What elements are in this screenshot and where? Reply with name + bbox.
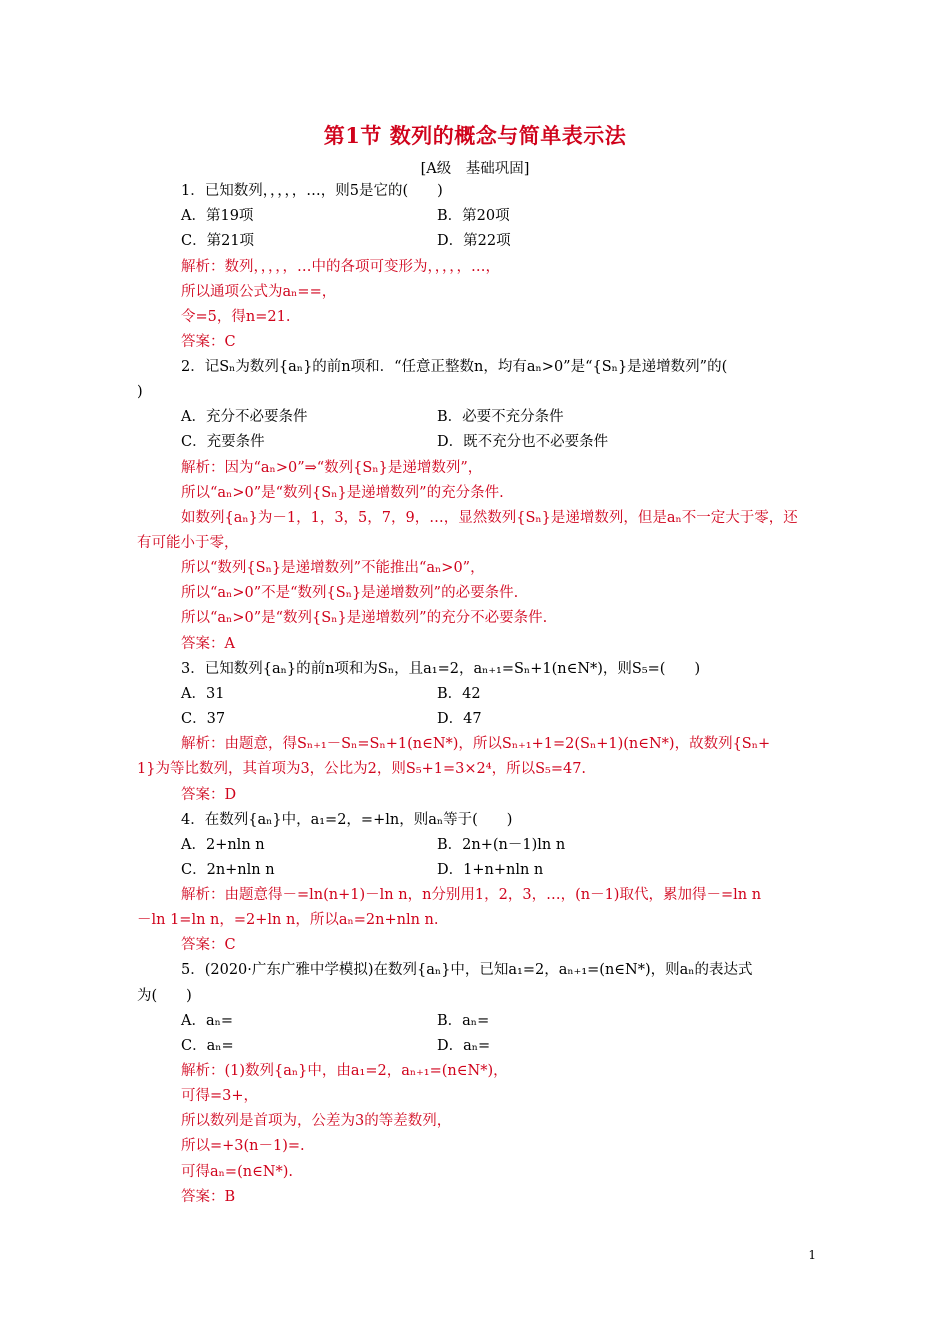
solution-line: 所以=+3(n－1)=. bbox=[181, 1138, 305, 1154]
question-line: A．2+nln n bbox=[181, 837, 265, 853]
solution-line: 所以“aₙ>0”不是“数列{Sₙ}是递增数列”的必要条件. bbox=[181, 585, 519, 601]
solution-line: 可得=3+， bbox=[181, 1088, 259, 1104]
solution-line: 有可能小于零， bbox=[137, 535, 239, 551]
solution-line: 所以数列是首项为，公差为3的等差数列， bbox=[181, 1113, 452, 1129]
solution-line: 解析：(1)数列{aₙ}中，由a₁=2，aₙ₊₁=(n∈N*)， bbox=[181, 1063, 508, 1079]
question-line: B．42 bbox=[437, 686, 481, 702]
solution-line: 答案：C bbox=[181, 334, 236, 350]
question-line: B．必要不充分条件 bbox=[437, 409, 564, 425]
section-subtitle: [A级 基础巩固] bbox=[420, 161, 530, 177]
solution-line: 所以“aₙ>0”是“数列{Sₙ}是递增数列”的充分不必要条件. bbox=[181, 610, 548, 626]
question-line: D．既不充分也不必要条件 bbox=[437, 434, 609, 450]
solution-line: 答案：B bbox=[181, 1189, 236, 1205]
question-line: ) bbox=[137, 384, 143, 400]
solution-line: 可得aₙ=(n∈N*). bbox=[181, 1164, 293, 1180]
question-line: A．充分不必要条件 bbox=[181, 409, 308, 425]
solution-line: 所以通项公式为aₙ==， bbox=[181, 284, 337, 300]
question-line: 5．(2020·广东广雅中学模拟)在数列{aₙ}中，已知a₁=2，aₙ₊₁=(n∈N*)，则aₙ的表达式 bbox=[181, 962, 753, 978]
question-line: B．第20项 bbox=[437, 208, 510, 224]
question-line: 3．已知数列{aₙ}的前n项和为Sₙ，且a₁=2，aₙ₊₁=Sₙ+1(n∈N*)，则S₅=( ) bbox=[181, 661, 701, 677]
question-line: C．aₙ= bbox=[181, 1038, 234, 1054]
solution-line: 如数列{aₙ}为－1，1，3，5，7，9，…，显然数列{Sₙ}是递增数列，但是aₙ不一定大于零，还 bbox=[181, 510, 798, 526]
question-line: D．47 bbox=[437, 711, 482, 727]
solution-line: 答案：A bbox=[181, 636, 235, 652]
question-line: D．1+n+nln n bbox=[437, 862, 544, 878]
question-line: B．2n+(n－1)ln n bbox=[437, 837, 566, 853]
question-line: A．第19项 bbox=[181, 208, 254, 224]
solution-line: －ln 1=ln n，=2+ln n，所以aₙ=2n+nln n. bbox=[137, 912, 439, 928]
question-line: A．31 bbox=[181, 686, 225, 702]
solution-line: 令=5，得n=21. bbox=[181, 309, 291, 325]
question-line: 2．记Sₙ为数列{aₙ}的前n项和．“任意正整数n，均有aₙ>0”是“{Sₙ}是递增数列”的( bbox=[181, 359, 728, 375]
solution-line: 所以“数列{Sₙ}是递增数列”不能推出“aₙ>0”， bbox=[181, 560, 485, 576]
solution-line: 解析：由题意得－=ln(n+1)－ln n，n分别用1，2，3，…，(n－1)取代，累加得－=ln n bbox=[181, 887, 762, 903]
solution-line: 所以“aₙ>0”是“数列{Sₙ}是递增数列”的充分条件. bbox=[181, 485, 504, 501]
question-line: 4．在数列{aₙ}中，a₁=2，=+ln，则aₙ等于( ) bbox=[181, 812, 513, 828]
solution-line: 答案：D bbox=[181, 787, 237, 803]
question-line: 1．已知数列，，，，，…，则5是它的( ) bbox=[181, 183, 443, 199]
solution-line: 解析：由题意，得Sₙ₊₁－Sₙ=Sₙ+1(n∈N*)，所以Sₙ₊₁+1=2(Sₙ+1)(n∈N*)，故数列{Sₙ+ bbox=[181, 736, 771, 752]
solution-line: 1}为等比数列，其首项为3，公比为2，则S₅+1=3×2⁴，所以S₅=47. bbox=[137, 761, 587, 777]
page-title: 第1节 数列的概念与简单表示法 bbox=[323, 123, 627, 148]
question-line: C．37 bbox=[181, 711, 226, 727]
question-line: A．aₙ= bbox=[181, 1013, 234, 1029]
page-number: 1 bbox=[808, 1248, 816, 1262]
question-line: C．充要条件 bbox=[181, 434, 265, 450]
solution-line: 答案：C bbox=[181, 937, 236, 953]
solution-line: 解析：因为“aₙ>0”⇒“数列{Sₙ}是递增数列”， bbox=[181, 460, 483, 476]
question-line: D．aₙ= bbox=[437, 1038, 491, 1054]
question-line: C．第21项 bbox=[181, 233, 255, 249]
question-line: D．第22项 bbox=[437, 233, 511, 249]
question-line: 为( ) bbox=[137, 988, 192, 1004]
solution-line: 解析：数列，，，，，…中的各项可变形为，，，，，…， bbox=[181, 259, 500, 275]
question-line: B．aₙ= bbox=[437, 1013, 490, 1029]
question-line: C．2n+nln n bbox=[181, 862, 275, 878]
